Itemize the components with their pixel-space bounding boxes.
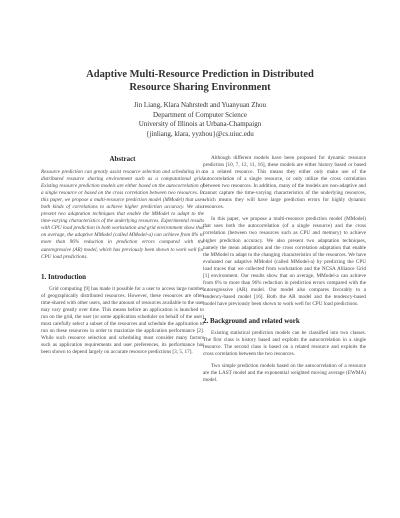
background-heading: 2. Background and related work [203,316,300,325]
abstract-text: Resource prediction can greatly assist resource selection and scheduling in a distributed resource sharing environment such as a computational grid. Existing resource prediction models are either based on the autocorrelation of a single resource or based on the cross correlation between two resources. In this paper, we propose a multi-resource prediction model (MModel) that uses both kinds of correlations to achieve higher prediction accuracy. We also present two adaptation techniques that enable the MModel to adapt to the time-varying characteristics of the underlying resources. Experimental results with CPU load prediction in both workstation and grid environment show that on average, the adaptive MModel (called MModel-a) can achieve from 6% to more than 96% reduction in prediction errors compared with the autoregressive (AR) model, which has previously been shown to work well for CPU load predictions. [41,169,204,260]
introduction-paragraph-1: Grid computing [9] has made it possible for a user to access large number of geographically distributed resources. However, these resources are often time-shared with other users, and the amount of resources available to the user may vary greatly over time. This means before an application is launched to run on the grid, the user (or some application scheduler on behalf of the user) must carefully select a subset of the resources and schedule the application to run on these resources in order to maximize the application performance [2]. While such resource selection and scheduling must consider many factors such as application requirements and user preferences, its performance has been shown to depend largely on accurate resource predictions [3, 5, 17]. [41,285,204,356]
intro-paragraph-3: In this paper, we propose a multi-resource prediction model (MModel) that uses both the autocorrelation (of a single resource) and the cross correlation (between two resources such as CPU and memory) to achieve higher prediction accuracy. We also present two adaptation techniques, namely the mean adaptation and the cross correlation adaptation that enable the MModel to adapt to the changing characteristics of the resources. We have evaluated our adaptive MModel (called MModel-a) by predicting the CPU load traces that we collected from workstation and the NCSA Alliance Grid [1] environment. Our results show that on average, MModel-a can achieve from 6% to more than 96% reduction in prediction errors compared with the autoregressive (AR) model. Our model also compares favorably to a tendency-based model [16]. Both the AR model and the tendency-based model have previously been shown to work well for CPU load predictions. [203,216,366,307]
right-column [203,155,366,389]
title-line-2: Resource Sharing Environment [129,82,271,93]
left-column [41,155,204,361]
author-university: University of Illinois at Urbana-Champaign [138,120,262,129]
title-line-1: Adaptive Multi-Resource Prediction in Distributed [86,69,314,80]
background-paragraph-1: Existing statistical prediction models can be classified into two classes. The first class is history based and exploits the autocorrelation in a single resource. The second class is based on a related resource and exploits the cross correlation between the two resources. [203,329,366,358]
paper-title [40,68,360,94]
author-department: Department of Computer Science [153,110,247,119]
introduction-heading: 1. Introduction [41,272,86,281]
intro-paragraph-2: Although different models have been proposed for dynamic resource prediction [10, 7, 12, 11, 16], these models are either history based or based on a related resource. This means they either only make use of the autocorrelation of a single resource, or only utilize the cross correlation between two resources. In addition, many of the models are non-adaptive and cannot capture the time-varying characteristics of the underlying resources, which means they will have large prediction errors for highly dynamic resources. [203,155,366,211]
author-block [60,101,340,139]
author-names: Jin Liang, Klara Nahrstedt and Yuanyuan Zhou [133,101,267,109]
abstract-heading: Abstract [109,155,136,163]
author-emails: {jinliang, klara, yyzhou}@cs.uiuc.edu [146,129,254,138]
background-paragraph-2: Two simple prediction models based on the autocorrelation of a resource are the LAST model and the exponential weighted moving average (EWMA) model. [203,363,366,384]
